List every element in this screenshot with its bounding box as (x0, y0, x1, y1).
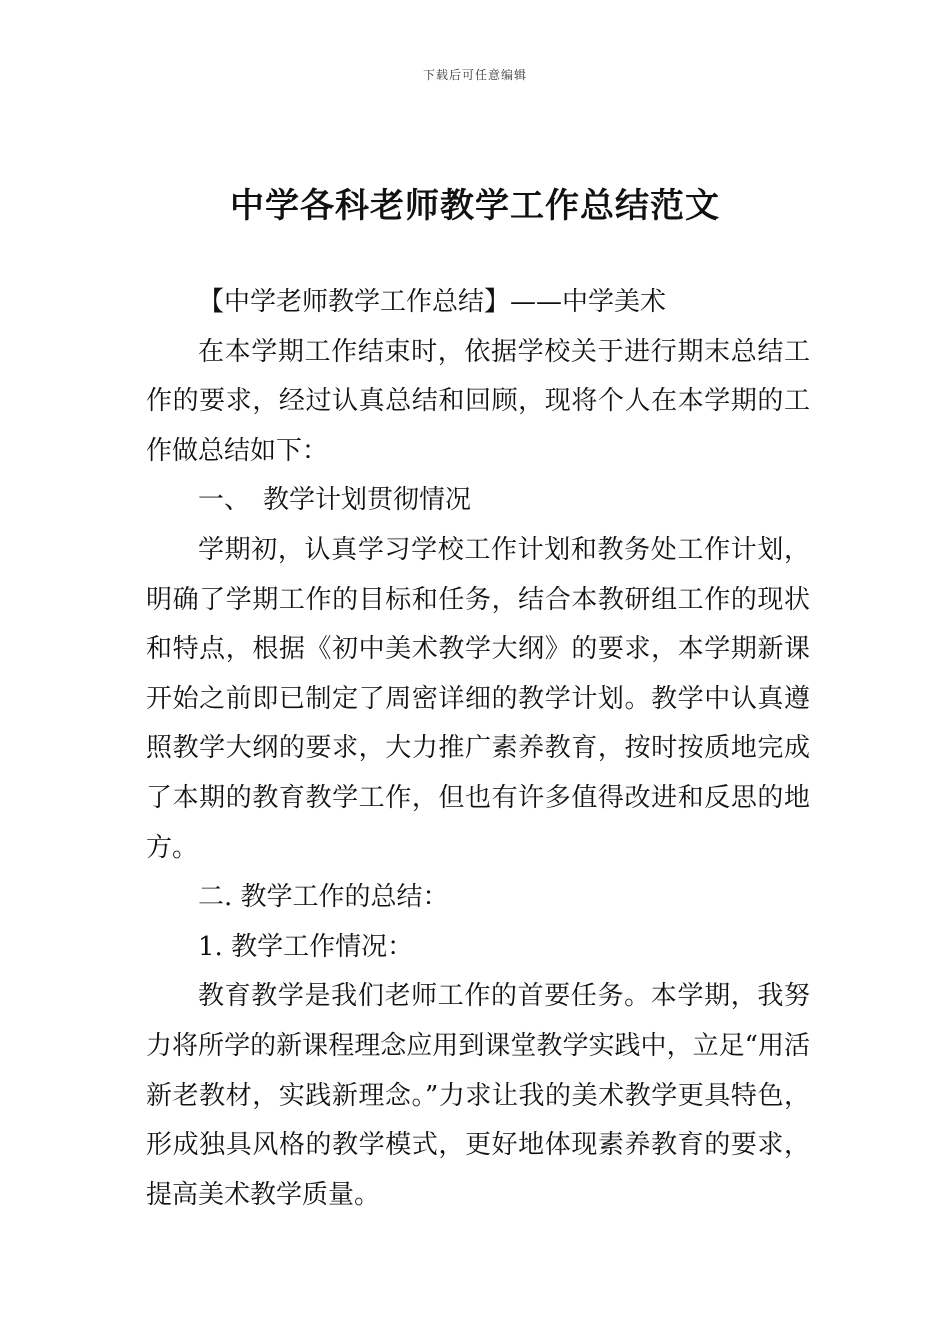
subheading: 一、 教学计划贯彻情况 (198, 485, 472, 516)
subheading: 二. 教学工作的总结： (198, 882, 449, 913)
section-heading: 【中学老师教学工作总结】——中学美术 (198, 287, 667, 317)
subheading: 1. 教学工作情况： (198, 931, 414, 962)
paragraph: 学期初，认真学习学校工作计划和教务处工作计划，明确了学期工作的目标和任务，结合本教研组工作的现状和特点，根据《初中美术教学大纲》的要求，本学期新课开始之前即已制定了周密详细的教学计划。教学中认真遵照教学大纲的要求，大力推广素养教育，按时按质地完成了本期的教育教学工作，但也有许多值得改进和反思的地方。 (146, 534, 810, 863)
header-note: 下载后可任意编辑 (422, 68, 527, 82)
document-body (146, 278, 810, 1220)
paragraph: 教育教学是我们老师工作的首要任务。本学期，我努力将所学的新课程理念应用到课堂教学实践中，立足“用活新老教材，实践新理念。”力求让我的美术教学更具特色，形成独具风格的教学模式，更好地体现素养教育的要求，提高美术教学质量。 (146, 981, 810, 1210)
paragraph: 在本学期工作结束时，依据学校关于进行期末总结工作的要求，经过认真总结和回顾，现将个人在本学期的工作做总结如下： (146, 336, 810, 466)
document-title: 中学各科老师教学工作总结范文 (230, 186, 720, 226)
